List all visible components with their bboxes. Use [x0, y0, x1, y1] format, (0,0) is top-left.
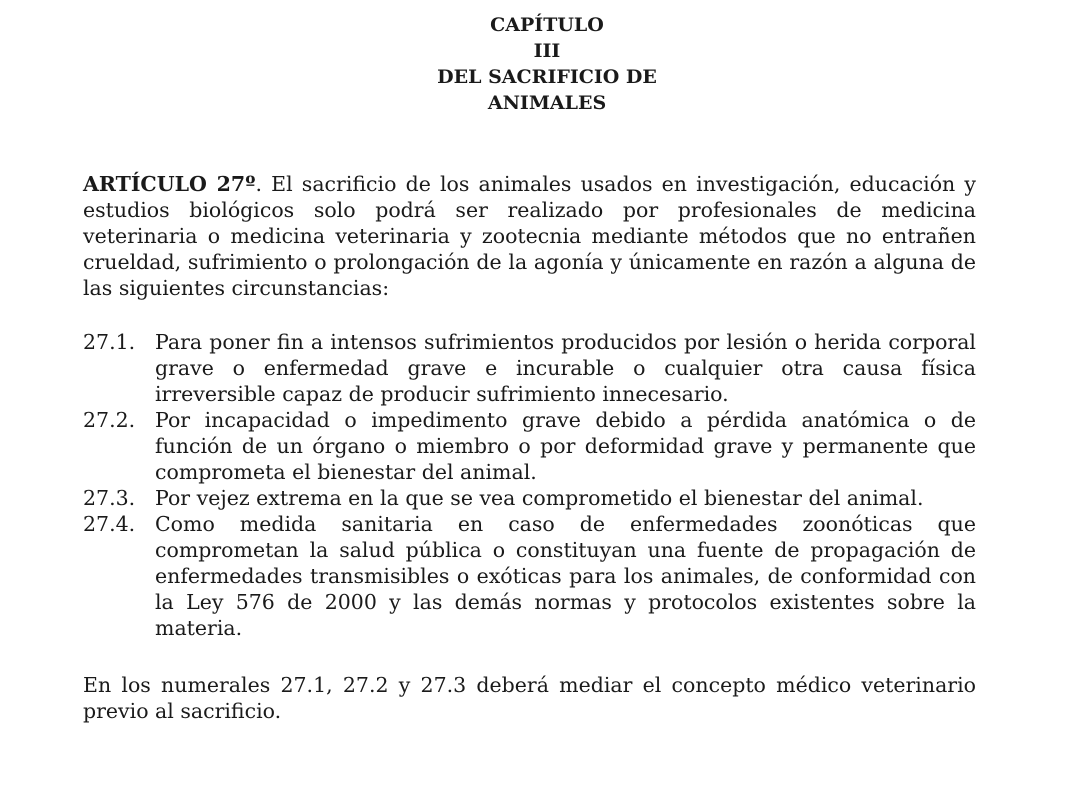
chapter-title: CAPÍTULO [490, 14, 604, 36]
chapter-number: III [533, 40, 561, 62]
list-item-text: Como medida sanitaria en caso de enfermedades zoonóticas que comprometan la salud pública o constituyan una fuente de propagación de enfermedades transmisibles o exóticas para los animales, de conformidad con la Ley 576 de 2000 y las demás normas y protocolos existentes sobre la materia. [155, 512, 976, 640]
article-label: ARTÍCULO 27º [83, 172, 256, 196]
list-item-text: Por incapacidad o impedimento grave debido a pérdida anatómica o de función de un órgano o miembro o por deformidad grave y permanente que comprometa el bienestar del animal. [155, 408, 976, 484]
list-item [83, 407, 976, 485]
chapter-heading [0, 12, 1080, 116]
list-item-number: 27.4. [83, 512, 136, 536]
closing-paragraph: En los numerales 27.1, 27.2 y 27.3 deberá mediar el concepto médico veterinario previo al sacrificio. [83, 673, 976, 723]
article-paragraph [83, 171, 976, 301]
list-item [83, 511, 976, 641]
circumstances-list [83, 329, 976, 641]
list-item-number: 27.2. [83, 408, 136, 432]
list-item-number: 27.1. [83, 330, 136, 354]
list-item [83, 329, 976, 407]
chapter-subtitle-line2: ANIMALES [487, 92, 607, 114]
list-item-number: 27.3. [83, 486, 136, 510]
list-item [83, 485, 976, 511]
article-text: . El sacrificio de los animales usados en investigación, educación y estudios biológicos solo podrá ser realizado por profesionales de medicina veterinaria o medicina veterinaria y zootecnia mediante métodos que no entrañen crueldad, sufrimiento o prolongación de la agonía y únicamente en razón a alguna de las siguientes circunstancias: [83, 172, 976, 300]
list-item-text: Para poner fin a intensos sufrimientos producidos por lesión o herida corporal grave o enfermedad grave e incurable o cualquier otra causa física irreversible capaz de producir sufrimiento innecesario. [155, 330, 976, 406]
list-item-text: Por vejez extrema en la que se vea comprometido el bienestar del animal. [155, 486, 924, 510]
chapter-subtitle-line1: DEL SACRIFICIO DE [437, 66, 657, 88]
